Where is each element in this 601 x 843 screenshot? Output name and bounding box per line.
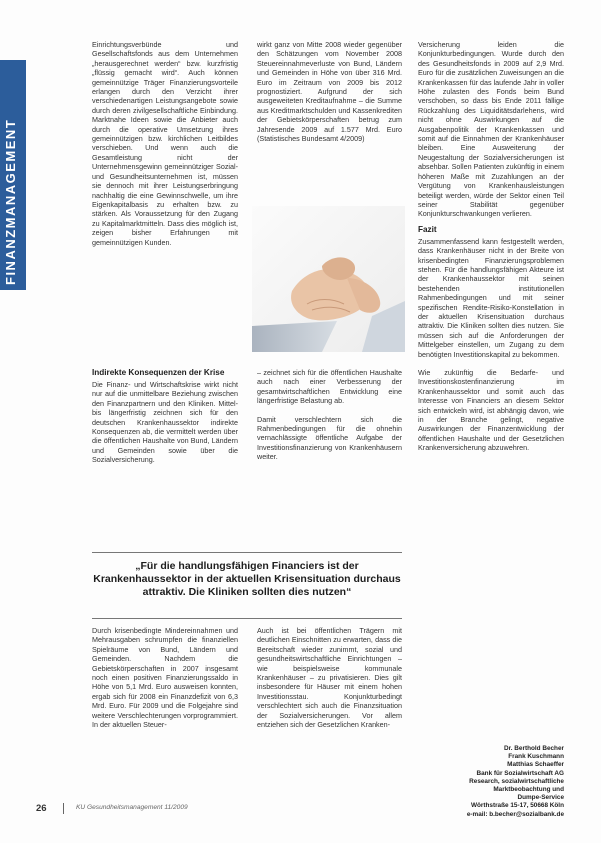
signature-line: e-mail: b.becher@sozialbank.de — [466, 810, 564, 818]
column-2-mid — [257, 368, 402, 462]
signature-line: Frank Kuschmann — [508, 753, 564, 761]
lower-column-1 — [92, 626, 238, 729]
pull-quote-text: „Für die handlungsfähigen Financiers ist der Krankenhaussektor in der aktuellen Krisensituation durchaus attraktiv. Die Kliniken sollten dies nutzen“ — [93, 560, 401, 598]
signature-line: Matthias Schaeffer — [507, 761, 564, 769]
column-3-bottom-text: Wie zukünftig die Bedarfe- und Investitionskostenfinanzierung im Krankenhaussektor und somit auch das Interesse von Financiers an diesem Sektor sich entwickeln wird, ist abhängig davon, wie in der Branche gelingt, negative Auswirkungen der Finanzentwicklung der öffentlichen Haushalte und der Gesetzlichen Krankenversicherung abzuwehren. — [418, 368, 564, 453]
signature-line: Wörthstraße 15-17, 50668 Köln — [470, 802, 564, 810]
column-2-mid-text-2: Damit verschlechtern sich die Rahmenbedingungen für die ohnehin vernachlässigte öffentliche Aufgabe der Investitionsfinanzierung von Krankenhäusern weiter. — [257, 414, 402, 462]
fazit-heading: Fazit — [418, 224, 437, 234]
column-3-top — [418, 40, 564, 453]
signature-line: Bank für Sozialwirtschaft AG — [476, 769, 564, 777]
column-1-section — [92, 368, 238, 465]
footer-divider — [63, 803, 64, 814]
indirect-consequences-heading: Indirekte Konsequenzen der Krise — [92, 368, 225, 377]
page-number: 26 — [36, 803, 47, 814]
page-footer — [36, 803, 576, 817]
lower-column-2 — [257, 626, 402, 729]
signature-line: Marktbeobachtung und — [493, 786, 564, 794]
quote-rule-bottom — [92, 618, 402, 619]
section-band — [0, 60, 26, 290]
column-1-top — [92, 40, 238, 247]
signature-line: Research, sozialwirtschaftliche — [469, 777, 564, 785]
column-2-top — [257, 40, 402, 143]
hands-photo-image — [252, 206, 405, 352]
column-3-fazit-text: Zusammenfassend kann festgestellt werden, dass Krankenhäuser nicht in der Breite von krisenbedingten Finanzierungsproblemen stehen. Für die handlungsfähigen Akteure ist der Krankenhaussektor mit seinen bestehenden institutionellen Rahmenbedingungen und mit seiner spezifischen Rendite-Risiko-Konstellation in der aktuellen Krisensituation durchaus attraktiv. Die Kliniken sollten dies nutzen. Sie müssen sich auf die Anforderungen der Mittelgeber einstellen, um Zugang zu dem benötigten Investitionskapital zu bekommen. — [418, 236, 564, 359]
column-1-bottom-text: Die Finanz- und Wirtschaftskrise wirkt nicht nur auf die unmittelbare Beziehung zwischen den Finanzpartnern und den Kliniken. Mittel- bis längerfristig zeichnen sich für den deutschen Krankenhaussektor indirekte Konsequenzen ab, die vermittelt werden über die öffentlichen Haushalte von Bund, Ländern und Gemeinden sowie über die Sozialversicherung. — [92, 380, 238, 465]
signature-line: Dumpe-Service — [517, 794, 564, 802]
journal-title: KU Gesundheitsmanagement 11/2009 — [76, 804, 188, 811]
lower-column-2-text: Auch ist bei öffentlichen Trägern mit deutlichen Einschnitten zu erwarten, dass die Bereitschaft wieder zunimmt, sozial und gesundheitswirtschaftliche Einrichtungen – wie beispielsweise kommunale Krankenhäuser – zu privatisieren. Dies gilt insbesondere für Häuser mit einem hohen Investitionsstau. Konjunkturbedingt verschlechtert sich auch die Finanzsituation der Sozialversicherungen. Vor allem entziehen sich der Gesetzlichen Kranken- — [257, 626, 402, 730]
column-1-top-text: Einrichtungsverbünde und Gesellschaftsfonds aus dem Unternehmen „herausgerechnet werden“ bzw. kurzfristig „flüssig gemacht wird“. Auch können gemeinnützige Träger Finanzierungsvorteile erlangen durch den Verzicht ihrer verschiedenartigen Leistungsangebote sowie durch deren zivilgesellschaftliche Einbindung. Marktnahe Ideen sowie die Anbieter auch durch die operative Umsetzung ihres gemeinnützigen bzw. kirchlichen Leitbildes verschieben. Und wenn auch die Gesamtleistung nicht der Unternehmensgewinn gemeinnütziger Sozial- und Gesundheitsunternehmen ist, müssen sie dennoch mit ihrer Leistungserbringung nachhaltig die eine Gewinnschwelle, um ihre Eigenkapitalbasis zu erhalten bzw. zu stärken. Als Voraussetzung für den Zugang zu Kapitalmarktmitteln. Dass dies möglich ist, zeigen bisher Erfahrungen mit gemeinnützigen Kunden. — [92, 40, 238, 247]
column-2-mid-text: – zeichnet sich für die öffentlichen Haushalte auch nach einer Verbesserung der gesamtwirtschaftlichen Entwicklung eine längerfristige Belastung ab. — [257, 368, 402, 406]
hands-photo — [252, 206, 405, 352]
section-label: FINANZMANAGEMENT — [3, 118, 18, 285]
quote-rule-top — [92, 552, 402, 553]
lower-column-1-text: Durch krisenbedingte Mindereinnahmen und Mehrausgaben schrumpfen die finanziellen Spielräume von Bund, Ländern und Gemeinden. Nachdem die Gebietskörperschaften in 2007 insgesamt noch einen positiven Finanzierungssaldo in Höhe von 5,1 Mrd. Euro ausweisen konnten, ergab sich für 2008 ein Finanzdefizit von 6,3 Mrd. Euro. Für 2009 und die Folgejahre sind weitere Verschlechterungen vorprogrammiert. In der aktuellen Steuer- — [92, 626, 238, 730]
column-3-top-text: Versicherung leiden die Konjunkturbedingungen. Wurde durch den des Gesundheitsfonds in 2009 auf 2,9 Mrd. Euro für die zusätzlichen Zuweisungen an die Krankenkassen für das laufende Jahr in voller Höhe zulasten des Fonds beim Bund verschoben, so dass bis Ende 2011 fällige Rückzahlung des Liquiditätsdarlehens, wird nicht ohne Auswirkungen auf die Ausgabenpolitik der Krankenkassen und somit auf die Einnahmen der Krankenhäuser bleiben. Eine Ausweiterung der Neugestaltung der Sozialversicherungen ist absehbar. Sollen Patienten zukünftig in einem höheren Maße mit Zuzahlungen an der Vergütung von Krankenhausleistungen beteiligt werden, würde der Sektor einen Teil seiner Stabilität gegenüber Konjunkturschwankungen verlieren. — [418, 40, 564, 219]
signature-line: Dr. Berthold Becher — [503, 745, 564, 752]
column-2-top-text: wirkt ganz von Mitte 2008 wieder gegenüber den Schätzungen vom November 2008 Steuereinnahmeverluste von Bund, Ländern und Gemeinden in Höhe von über 316 Mrd. Euro im Zeitraum von 2009 bis 2012 prognostiziert. Aufgrund der sich ausgeweiteten Kreditaufnahme – die Summe aus Kreditmarktschulden und Kassenkrediten der Gebietskörperschaften betrug zum Jahresende 2009 auf 1.577 Mrd. Euro (Statistisches Bundesamt 4/2009) — [257, 40, 402, 144]
